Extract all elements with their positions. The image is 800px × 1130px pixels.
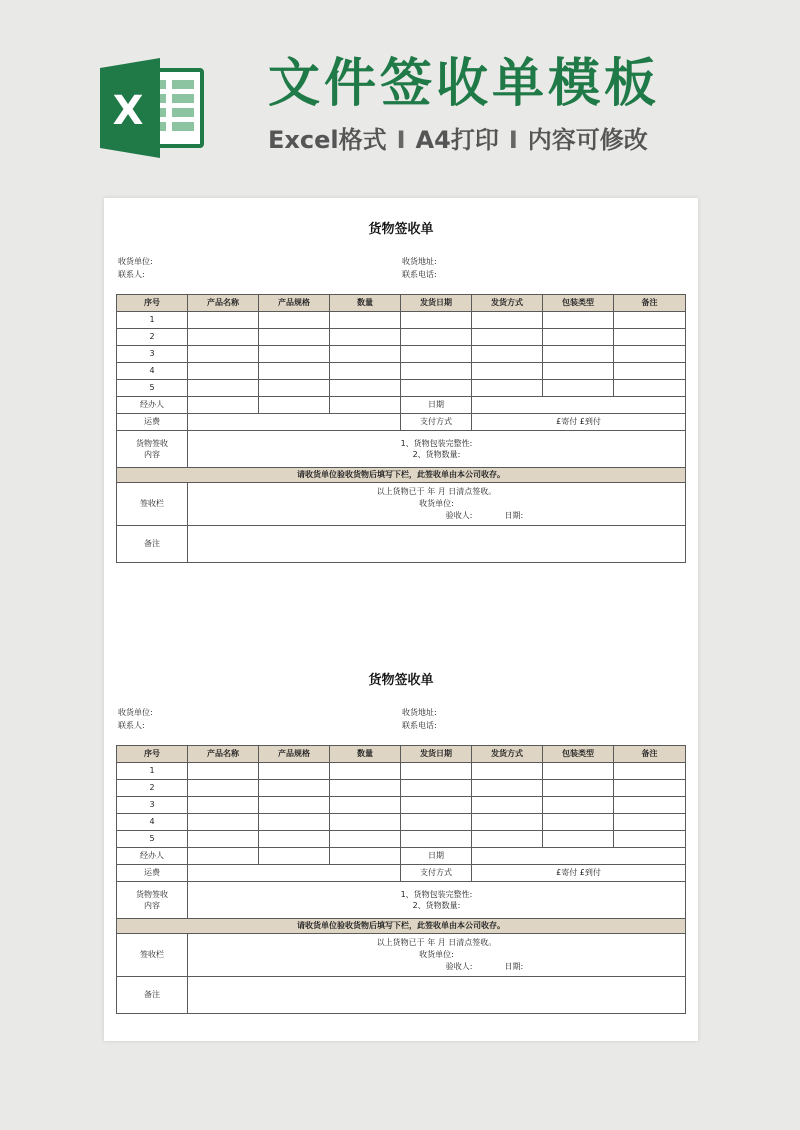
table-cell[interactable] [401, 346, 472, 363]
col-header: 包装类型 [543, 746, 614, 763]
payment-label: 支付方式 [401, 414, 472, 431]
table-row [117, 380, 686, 397]
col-header: 序号 [117, 295, 188, 312]
subtitle-separator: I [508, 126, 518, 154]
row-number: 3 [117, 797, 188, 814]
table-cell[interactable] [401, 780, 472, 797]
row-number: 3 [117, 346, 188, 363]
row-number: 5 [117, 831, 188, 848]
subtitle-format: Excel格式 [268, 126, 387, 154]
table-cell[interactable] [543, 831, 614, 848]
table-cell[interactable] [188, 346, 259, 363]
content-line: 2、货物数量: [412, 901, 461, 910]
receiver-unit-label: 收货单位: [118, 708, 153, 717]
sign-label: 签收栏 [117, 934, 188, 977]
col-header: 产品名称 [188, 746, 259, 763]
sign-label: 签收栏 [117, 483, 188, 526]
freight-label: 运费 [117, 414, 188, 431]
table-cell[interactable] [543, 380, 614, 397]
col-header: 发货日期 [401, 295, 472, 312]
handler-value[interactable] [259, 397, 330, 414]
table-cell[interactable] [401, 763, 472, 780]
content-line: 1、货物包装完整性: [400, 890, 473, 899]
sign-line: 收货单位: [419, 499, 454, 508]
table-cell[interactable] [543, 329, 614, 346]
table-header-row [117, 746, 686, 763]
table-row [117, 797, 686, 814]
table-cell[interactable] [614, 831, 686, 848]
receiver-unit-label: 收货单位: [118, 257, 153, 266]
table-cell[interactable] [330, 763, 401, 780]
subtitle-editable: 内容可修改 [527, 126, 648, 154]
content-label [117, 431, 188, 468]
date-label: 日期 [401, 848, 472, 865]
payment-options[interactable]: £寄付 £到付 [472, 414, 686, 431]
table-cell[interactable] [543, 763, 614, 780]
table-cell[interactable] [543, 346, 614, 363]
banner-title: 文件签收单模板 [268, 54, 661, 114]
col-header: 产品名称 [188, 295, 259, 312]
table-cell[interactable] [543, 797, 614, 814]
remarks-row [117, 977, 686, 1014]
table-cell[interactable] [259, 797, 330, 814]
row-number: 2 [117, 329, 188, 346]
table-cell[interactable] [401, 363, 472, 380]
table-cell[interactable] [401, 814, 472, 831]
table-cell[interactable] [188, 814, 259, 831]
inspector-label: 验收人: [445, 962, 473, 971]
table-cell[interactable] [259, 380, 330, 397]
receipt-form [104, 649, 698, 1041]
sign-line: 以上货物已于 年 月 日清点签收。 [376, 487, 497, 496]
table-header-row [117, 295, 686, 312]
date-label: 日期 [401, 397, 472, 414]
table-cell[interactable] [259, 329, 330, 346]
table-cell[interactable] [401, 797, 472, 814]
handler-value[interactable] [330, 848, 401, 865]
content-label-line: 内容 [144, 450, 160, 459]
receipt-table [116, 745, 686, 1014]
table-cell[interactable] [401, 380, 472, 397]
table-cell[interactable] [472, 380, 543, 397]
table-cell[interactable] [330, 312, 401, 329]
document-page [104, 198, 698, 1041]
handler-row [117, 848, 686, 865]
col-header: 发货方式 [472, 746, 543, 763]
table-cell[interactable] [401, 312, 472, 329]
table-cell[interactable] [330, 363, 401, 380]
table-cell[interactable] [614, 797, 686, 814]
table-cell[interactable] [259, 780, 330, 797]
table-row [117, 329, 686, 346]
date-value[interactable] [472, 848, 686, 865]
table-cell[interactable] [543, 814, 614, 831]
table-cell[interactable] [472, 831, 543, 848]
table-cell[interactable] [614, 814, 686, 831]
col-header: 发货方式 [472, 295, 543, 312]
table-cell[interactable] [188, 380, 259, 397]
excel-logo-icon [98, 58, 208, 158]
payment-options[interactable]: £寄付 £到付 [472, 865, 686, 882]
table-cell[interactable] [188, 312, 259, 329]
table-cell[interactable] [188, 363, 259, 380]
freight-value[interactable] [188, 414, 401, 431]
notice-row [117, 919, 686, 934]
col-header: 包装类型 [543, 295, 614, 312]
table-cell[interactable] [614, 763, 686, 780]
col-header: 备注 [614, 746, 686, 763]
row-number: 4 [117, 363, 188, 380]
sign-value[interactable] [188, 483, 686, 526]
table-cell[interactable] [614, 346, 686, 363]
col-header: 备注 [614, 295, 686, 312]
content-value[interactable] [188, 882, 686, 919]
contact-label: 联系人: [118, 721, 145, 730]
table-cell[interactable] [401, 329, 472, 346]
content-value[interactable] [188, 431, 686, 468]
content-line: 1、货物包装完整性: [400, 439, 473, 448]
table-cell[interactable] [259, 346, 330, 363]
content-line: 2、货物数量: [412, 450, 461, 459]
handler-value[interactable] [188, 848, 259, 865]
table-cell[interactable] [330, 780, 401, 797]
row-number: 5 [117, 380, 188, 397]
table-cell[interactable] [188, 797, 259, 814]
table-cell[interactable] [330, 831, 401, 848]
table-cell[interactable] [543, 363, 614, 380]
freight-row [117, 865, 686, 882]
phone-label: 联系电话: [402, 270, 437, 279]
handler-value[interactable] [188, 397, 259, 414]
content-label-line: 内容 [144, 901, 160, 910]
sign-line: 以上货物已于 年 月 日清点签收。 [376, 938, 497, 947]
banner-subtitle [268, 126, 648, 155]
table-cell[interactable] [472, 346, 543, 363]
handler-label: 经办人 [117, 848, 188, 865]
freight-label: 运费 [117, 865, 188, 882]
table-row [117, 763, 686, 780]
table-cell[interactable] [330, 380, 401, 397]
form-title: 货物签收单 [368, 222, 434, 237]
col-header: 产品规格 [259, 746, 330, 763]
remarks-row [117, 526, 686, 563]
inspector-label: 验收人: [445, 511, 473, 520]
table-cell[interactable] [259, 814, 330, 831]
table-cell[interactable] [614, 380, 686, 397]
table-row [117, 814, 686, 831]
table-cell[interactable] [472, 329, 543, 346]
remarks-value[interactable] [188, 977, 686, 1014]
contact-label: 联系人: [118, 270, 145, 279]
table-row [117, 780, 686, 797]
col-header: 产品规格 [259, 295, 330, 312]
table-cell[interactable] [188, 329, 259, 346]
table-cell[interactable] [401, 831, 472, 848]
notice-text: 请收货单位验收货物后填写下栏，此签收单由本公司收存。 [117, 468, 686, 483]
receiver-address-label: 收货地址: [402, 257, 437, 266]
receipt-form [104, 198, 698, 598]
table-cell[interactable] [259, 312, 330, 329]
table-cell[interactable] [259, 763, 330, 780]
content-label [117, 882, 188, 919]
table-row [117, 346, 686, 363]
sign-row [117, 934, 686, 977]
table-cell[interactable] [330, 329, 401, 346]
row-number: 4 [117, 814, 188, 831]
svg-text:X: X [112, 88, 144, 134]
freight-row [117, 414, 686, 431]
col-header: 序号 [117, 746, 188, 763]
col-header: 数量 [330, 746, 401, 763]
sign-line: 收货单位: [419, 950, 454, 959]
table-cell[interactable] [543, 312, 614, 329]
table-cell[interactable] [259, 831, 330, 848]
remarks-label: 备注 [117, 977, 188, 1014]
receipt-table [116, 294, 686, 563]
receiver-address-label: 收货地址: [402, 708, 437, 717]
notice-text: 请收货单位验收货物后填写下栏，此签收单由本公司收存。 [117, 919, 686, 934]
handler-row [117, 397, 686, 414]
table-cell[interactable] [259, 363, 330, 380]
content-row [117, 431, 686, 468]
table-cell[interactable] [472, 363, 543, 380]
table-row [117, 831, 686, 848]
row-number: 1 [117, 763, 188, 780]
date-value[interactable] [472, 397, 686, 414]
table-cell[interactable] [472, 797, 543, 814]
col-header: 数量 [330, 295, 401, 312]
table-cell[interactable] [614, 780, 686, 797]
table-cell[interactable] [330, 346, 401, 363]
payment-label: 支付方式 [401, 865, 472, 882]
phone-label: 联系电话: [402, 721, 437, 730]
handler-label: 经办人 [117, 397, 188, 414]
table-cell[interactable] [330, 814, 401, 831]
subtitle-separator: I [396, 126, 406, 154]
form-title: 货物签收单 [368, 673, 434, 688]
notice-row [117, 468, 686, 483]
handler-value[interactable] [259, 848, 330, 865]
table-cell[interactable] [472, 814, 543, 831]
table-cell[interactable] [614, 329, 686, 346]
table-cell[interactable] [472, 312, 543, 329]
table-cell[interactable] [188, 831, 259, 848]
subtitle-print: A4打印 [415, 126, 499, 154]
table-row [117, 312, 686, 329]
table-cell[interactable] [614, 363, 686, 380]
freight-value[interactable] [188, 865, 401, 882]
row-number: 1 [117, 312, 188, 329]
content-label-line: 货物签收 [136, 890, 168, 899]
table-cell[interactable] [543, 780, 614, 797]
sign-date-label: 日期: [504, 962, 524, 971]
content-label-line: 货物签收 [136, 439, 168, 448]
handler-value[interactable] [330, 397, 401, 414]
sign-date-label: 日期: [504, 511, 524, 520]
content-row [117, 882, 686, 919]
table-cell[interactable] [330, 797, 401, 814]
table-cell[interactable] [188, 763, 259, 780]
sign-row [117, 483, 686, 526]
remarks-label: 备注 [117, 526, 188, 563]
table-cell[interactable] [472, 763, 543, 780]
table-row [117, 363, 686, 380]
sign-value[interactable] [188, 934, 686, 977]
table-cell[interactable] [614, 312, 686, 329]
remarks-value[interactable] [188, 526, 686, 563]
col-header: 发货日期 [401, 746, 472, 763]
table-cell[interactable] [188, 780, 259, 797]
row-number: 2 [117, 780, 188, 797]
table-cell[interactable] [472, 780, 543, 797]
